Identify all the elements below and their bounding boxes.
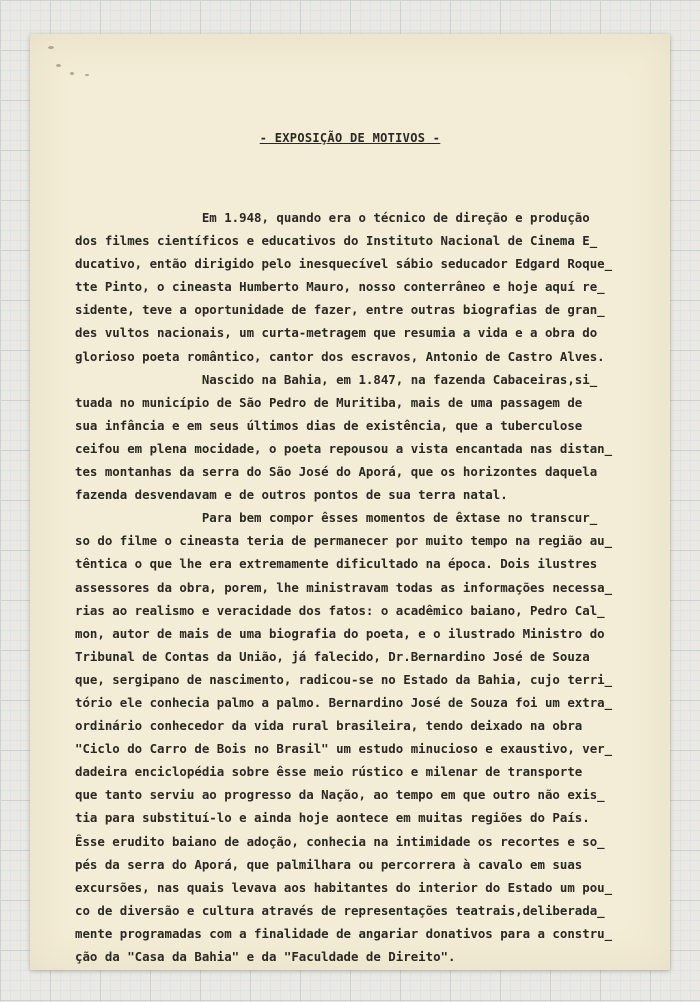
text-line: têntica o que lhe era extremamente dificultado na época. Dois ilustres [75,556,598,572]
text-line: Tribunal de Contas da União, já falecido, Dr.Bernardino José de Souza [75,648,590,664]
text-line: des vultos nacionais, um curta-metragem que resumia a vida e a obra do [75,325,598,341]
text-line: sua infância e em seus últimos dias de existência, que a tuberculose [75,417,583,433]
text-line: tte Pinto, o cineasta Humberto Mauro, nosso conterrâneo e hoje aquí re_ [75,279,605,295]
text-line: so do filme o cineasta teria de permanecer por muito tempo na região au_ [75,533,613,549]
text-line: Nascido na Bahia, em 1.847, na fazenda Cabaceiras,si_ [75,371,598,387]
text-line: Para bem compor êsses momentos de êxtase no transcur_ [75,510,598,526]
text-line: sidente, teve a oportunidade de fazer, entre outras biografias de gran_ [75,302,605,318]
text-line: fazenda desvendavam e de outros pontos de sua terra natal. [75,487,508,503]
text-line: que, sergipano de nascimento, radicou-se no Estado da Bahia, cujo terri_ [75,671,613,687]
text-line: tório ele conhecia palmo a palmo. Bernardino José de Souza foi um extra_ [75,694,613,710]
text-line: tuada no município de São Pedro de Muritiba, mais de uma passagem de [75,394,583,410]
text-line: tes montanhas da serra do São José do Aporá, que os horizontes daquela [75,464,598,480]
typewritten-page [30,34,670,970]
text-line: tia para substituí-lo e ainda hoje aontece em muitas regiões do País. [75,810,590,826]
text-line: dadeira enciclopédia sobre êsse meio rústico e milenar de transporte [75,764,583,780]
text-line: ordinário conhecedor da vida rural brasileira, tendo deixado na obra [75,718,583,734]
text-line: pés da serra do Aporá, que palmilhara ou percorrera à cavalo em suas [75,856,583,872]
text-line: "Ciclo do Carro de Bois no Brasil" um estudo minucioso e exaustivo, ver_ [75,741,613,757]
text-line: que tanto serviu ao progresso da Nação, ao tempo em que outro não exis_ [75,787,605,803]
text-line: co de diversão e cultura através de representações teatrais,deliberada_ [75,902,605,918]
document-title: - EXPOSIÇÃO DE MOTIVOS - [259,131,441,145]
ink-stain [70,72,74,75]
text-line: Êsse erudito baiano de adoção, conhecia na intimidade os recortes e so_ [75,833,605,849]
text-line: ção da "Casa da Bahia" e da "Faculdade de Direito". [75,949,456,964]
text-line: dos filmes científicos e educativos do Instituto Nacional de Cinema E_ [75,233,598,249]
ink-stain [48,46,54,49]
text-line: ceifou em plena mocidade, o poeta repousou a vista encantada nas distan_ [75,440,613,456]
text-line: mon, autor de mais de uma biografia do poeta, e o ilustrado Ministro do [75,625,605,641]
text-line: rias ao realismo e veracidade dos fatos: o acadêmico baiano, Pedro Cal_ [75,602,605,618]
ink-stain [85,74,89,76]
text-line: glorioso poeta romântico, cantor dos escravos, Antonio de Castro Alves. [75,348,605,364]
document-body [75,206,660,968]
text-line: ducativo, então dirigido pelo inesquecível sábio seducador Edgard Roque_ [75,256,613,272]
text-line: excursões, nas quais levava aos habitantes do interior do Estado um pou_ [75,879,613,895]
text-line: assessores da obra, porem, lhe ministravam todas as informações necessa_ [75,579,613,595]
ink-stain [56,64,61,67]
text-line: Em 1.948, quando era o técnico de direção e produção [75,210,590,225]
text-line: mente programadas com a finalidade de angariar donativos para a constru_ [75,925,613,941]
